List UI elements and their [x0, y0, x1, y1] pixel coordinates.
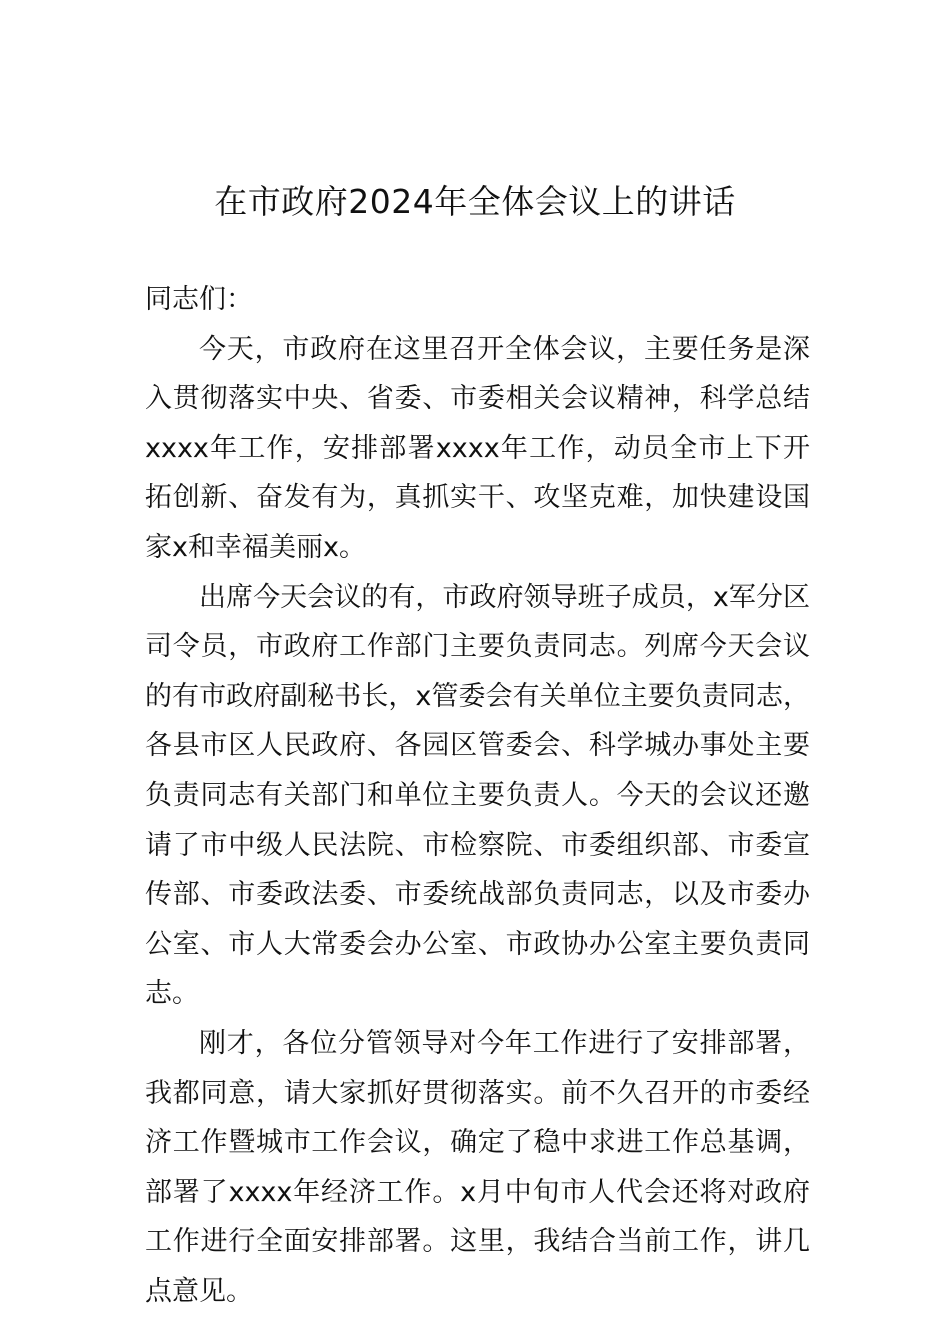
document-title: 在市政府2024年全体会议上的讲话 [214, 182, 736, 221]
paragraph-2: 出席今天会议的有，市政府领导班子成员，x军分区司令员，市政府工作部门主要负责同志。列席今天会议的有市政府副秘书长，x管委会有关单位主要负责同志，各县市区人民政府、各园区管委会、科学城办事处主要负责同志有关部门和单位主要负责人。今天的会议还邀请了市中级人民法院、市检察院、市委组织部、市委宣传部、市委政法委、市委统战部负责同志，以及市委办公室、市人大常委会办公室、市政协办公室主要负责同志。 [145, 581, 810, 1010]
paragraph-1: 今天，市政府在这里召开全体会议，主要任务是深入贯彻落实中央、省委、市委相关会议精神，科学总结xxxx年工作，安排部署xxxx年工作，动员全市上下开拓创新、奋发有为，真抓实干、攻坚克难，加快建设国家x和幸福美丽x。 [145, 333, 810, 563]
document-body [145, 275, 810, 1316]
paragraph-3: 刚才，各位分管领导对今年工作进行了安排部署，我都同意，请大家抓好贯彻落实。前不久召开的市委经济工作暨城市工作会议，确定了稳中求进工作总基调，部署了xxxx年经济工作。x月中旬市人代会还将对政府工作进行全面安排部署。这里，我结合当前工作，讲几点意见。 [145, 1027, 810, 1307]
salutation: 同志们： [145, 284, 253, 315]
